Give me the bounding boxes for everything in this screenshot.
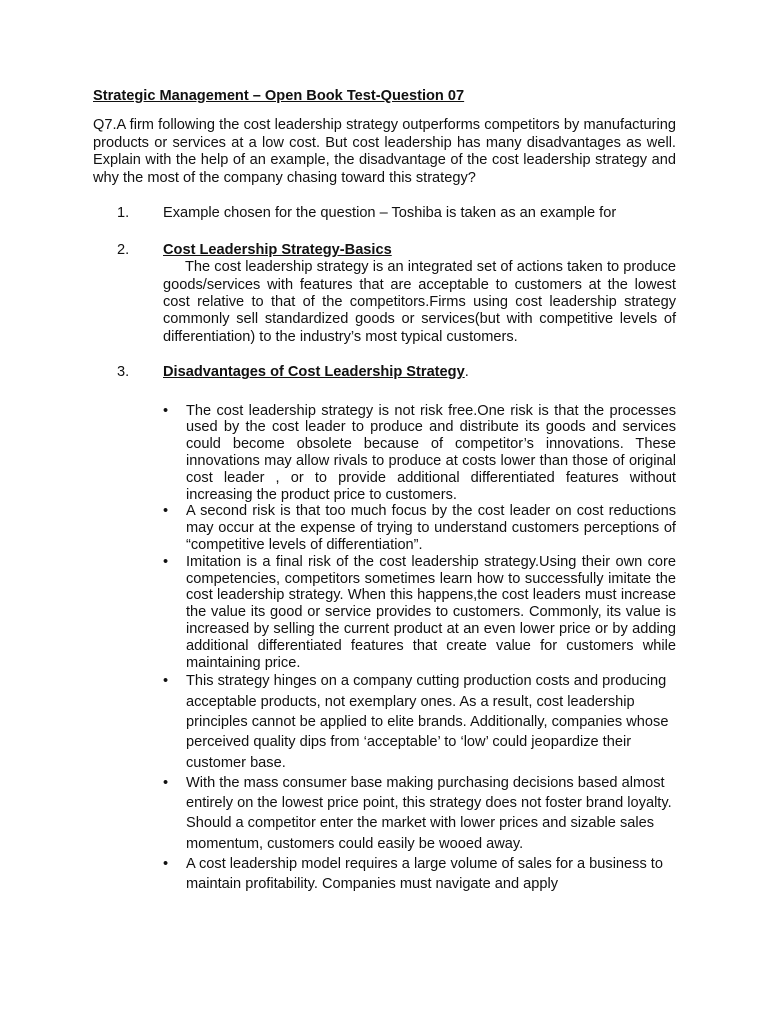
- bullet-text: A second risk is that too much focus by the cost leader on cost reductions may occur at the expense of trying to understand customers perceptions of “competitive levels of differentiation”.: [186, 503, 676, 553]
- bullet-text: With the mass consumer base making purchasing decisions based almost entirely on the lowest price point, this strategy does not foster brand loyalty. Should a competitor enter the market with lower prices and sizable sales momentum, customers could easily be wooed away.: [186, 774, 672, 852]
- bullet-icon: •: [163, 774, 169, 791]
- list-item: [163, 773, 676, 854]
- disadvantages-bullet-list: [93, 403, 676, 895]
- bullet-text: This strategy hinges on a company cutting production costs and producing acceptable products, not exemplary ones. As a result, cost leadership principles cannot be applied to elite brands. Additionally, companies whose perceived quality dips from ‘acceptable’ to ‘low’ could jeopardize their customer base.: [186, 673, 669, 771]
- numbered-item-3: [93, 364, 676, 381]
- document-title: Strategic Management – Open Book Test-Question 07: [93, 88, 465, 104]
- basics-paragraph: The cost leadership strategy is an integrated set of actions taken to produce goods/services with features that are acceptable to customers at the lowest cost relative to that of the competitors.Firms using cost leadership strategy commonly sell standardized goods or services(but with competitive levels of differentiation) to the industry’s most typical customers.: [163, 259, 676, 345]
- list-item: [163, 554, 676, 672]
- section-heading-basics: Cost Leadership Strategy-Basics: [163, 241, 392, 258]
- bullet-text: Imitation is a final risk of the cost leadership strategy.Using their own core competencies, competitors sometimes learn how to successfully imitate the cost leadership strategy. When this happens,the cost leaders must increase the value its good or service provides to customers. Commonly, its value is increased by selling the current product at an even lower price or by adding additional differentiated features that create value for customers while maintaining price.: [186, 553, 676, 671]
- bullet-icon: •: [163, 553, 169, 570]
- section-heading-disadvantages: Disadvantages of Cost Leadership Strategy: [163, 364, 465, 381]
- list-item: [163, 403, 676, 504]
- item-text: Example chosen for the question – Toshiba is taken as an example for: [163, 205, 617, 222]
- bullet-icon: •: [163, 856, 169, 873]
- item-number: 2.: [117, 241, 130, 258]
- numbered-item-2: [93, 242, 676, 346]
- list-item: [163, 503, 676, 553]
- item-number: 3.: [117, 364, 130, 381]
- list-item: [163, 671, 676, 772]
- bullet-icon: •: [163, 503, 169, 520]
- bullet-icon: •: [163, 673, 169, 690]
- heading-period: .: [464, 364, 469, 381]
- bullet-text: A cost leadership model requires a large volume of sales for a business to maintain profitability. Companies must navigate and apply: [186, 856, 663, 893]
- item-number: 1.: [117, 205, 130, 222]
- list-item: [163, 854, 676, 895]
- question-text: Q7.A firm following the cost leadership strategy outperforms competitors by manufacturing products or services at a low cost. But cost leadership has many disadvantages as well. Explain with the help of an example, the disadvantage of the cost leadership strategy and why the most of the company chasing toward this strategy?: [93, 117, 676, 186]
- numbered-item-1: [93, 205, 676, 222]
- bullet-text: The cost leadership strategy is not risk free.One risk is that the processes used by the cost leader to produce and distribute its goods and services could become obsolete because of competitor’s innovations. These innovations may allow rivals to produce at costs lower than those of original cost leader , or to provide additional differentiated features without increasing the product price to customers.: [186, 402, 676, 503]
- bullet-icon: •: [163, 402, 169, 419]
